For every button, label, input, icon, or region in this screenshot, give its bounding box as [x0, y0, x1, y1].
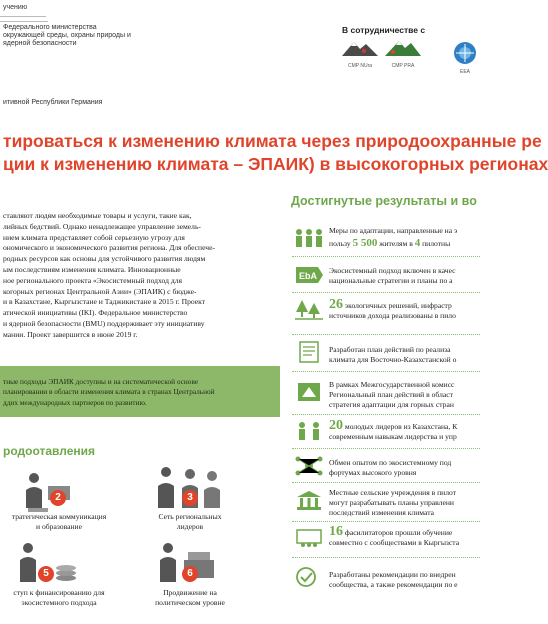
eba-icon: [294, 264, 324, 286]
approach-caption: тратегическая коммуникация и образование: [11, 512, 107, 531]
document-icon: [294, 341, 324, 363]
facilitators-icon: [294, 528, 324, 550]
institution-icon: [294, 489, 324, 511]
cmp-nura-logo: CMP NUra: [340, 38, 380, 66]
leaders-icon: [294, 420, 324, 442]
result-item: Местные сельские учреждения в пилот могут разрабатывать планы управлени последствий изменения климата: [329, 488, 457, 517]
result-item: Разработан план действий по реализа климата для Восточно-Казахстанской о: [329, 345, 457, 364]
trees-icon: [294, 298, 324, 320]
flag-icon: [294, 381, 324, 403]
intro-paragraph: ставляют людям необходимые товары и услуги, такие как, лийных бедствий. Однако ненадлежащее управление земель- нием климата представляет собой серьезную угрозу для ономического и экономического развития региона. Для обеспече- родных ресурсов как основы для устойчивого развития людям ым последствиям изменения климата. Инновационные ное регионального проекта «Экосистемный подход для когорных регионах Центральной Азии» (ЭПАИК) с бюдже- и в Казахстане, Кыргызстане и Таджикистане в 2015 г. Проект атической инициативы (IKI). Федеральное министерство и ядерной безопасности (BMU) поддерживает эту инициативу мании. Проект завершится в июне 2019 г.: [3, 211, 216, 339]
network-icon: [294, 455, 324, 477]
approach-number-badge: 5: [38, 566, 54, 582]
approach-number-badge: 3: [182, 490, 198, 506]
header-partial-text: учению: [3, 4, 28, 11]
result-item: В рамках Межгосударственной комисс Региональный план действий в област стратегия адаптации для горных стран: [329, 380, 455, 409]
parliament-text: итивной Республики Германия: [3, 99, 103, 106]
recommendations-icon: [294, 566, 324, 588]
result-separator: [292, 414, 480, 415]
approach-number-badge: 6: [182, 566, 198, 582]
cmp-pra-logo: CMP PRA: [383, 38, 423, 66]
approaches-title: родоотавления: [3, 444, 96, 458]
header-divider: [0, 21, 48, 22]
approach-illustration: [14, 538, 94, 586]
people-icon: [294, 227, 324, 249]
result-item: Обмен опытом по экосистемному под фортумах высокого уровня: [329, 458, 452, 477]
approach-caption: Продвижение на политическом уровне: [155, 588, 225, 607]
ministry-line: Федерального министерства: [3, 24, 97, 31]
result-separator: [292, 448, 480, 449]
ministry-line: окружающей среды, охраны природы и: [3, 32, 131, 39]
results-title: Достигнутые результаты и во: [291, 194, 477, 208]
result-item: Экосистемный подход включен в качес национальные стратегии и планы по а: [329, 266, 456, 285]
page-title-line-1: тироваться к изменению климата через природоохранные ре: [3, 131, 542, 151]
eea-logo: EEA: [452, 40, 478, 66]
result-separator: [292, 521, 480, 522]
result-item: Разработаны рекомендации по внедрен сообщества, а также рекомендации по е: [329, 570, 458, 589]
partners-title: В сотрудничестве с: [342, 25, 426, 35]
page-title-line-2: ции к изменению климата – ЭПАИК) в высокогорных регионах: [3, 154, 548, 174]
result-separator: [292, 371, 480, 372]
result-item: 26 экологичных решений, инфрастр источников дохода реализованы в пило: [329, 297, 456, 320]
ministry-line: ядерной безопасности: [3, 40, 77, 47]
result-item: 16 фасилитаторов прошли обучение совместно с сообществами в Кыргызста: [329, 524, 460, 547]
result-separator: [292, 482, 480, 483]
approach-caption: Сеть региональных лидеров: [158, 512, 222, 531]
result-separator: [292, 292, 480, 293]
result-item: Меры по адаптации, направленные на э пользу 5 500 жителям в 4 пилотны: [329, 226, 458, 249]
header-divider: [0, 16, 46, 17]
result-separator: [292, 557, 480, 558]
svg-text:EbA: EbA: [299, 271, 317, 281]
highlight-box: тные подходы ЭПАИК доступны и на систематической основе планировании в области изменения климата в странах Центральной ддих международных партнеров по развитию.: [0, 366, 280, 417]
result-separator: [292, 256, 480, 257]
approach-number-badge: 2: [50, 490, 66, 506]
ministry-logo: [3, 24, 131, 48]
result-separator: [292, 334, 480, 335]
approach-illustration: [150, 462, 230, 514]
result-item: 20 молодых лидеров из Казахстана, К современным навыкам лидерства и упр: [329, 418, 458, 441]
approach-caption: ступ к финансированию для экосистемного подхода: [13, 588, 105, 607]
